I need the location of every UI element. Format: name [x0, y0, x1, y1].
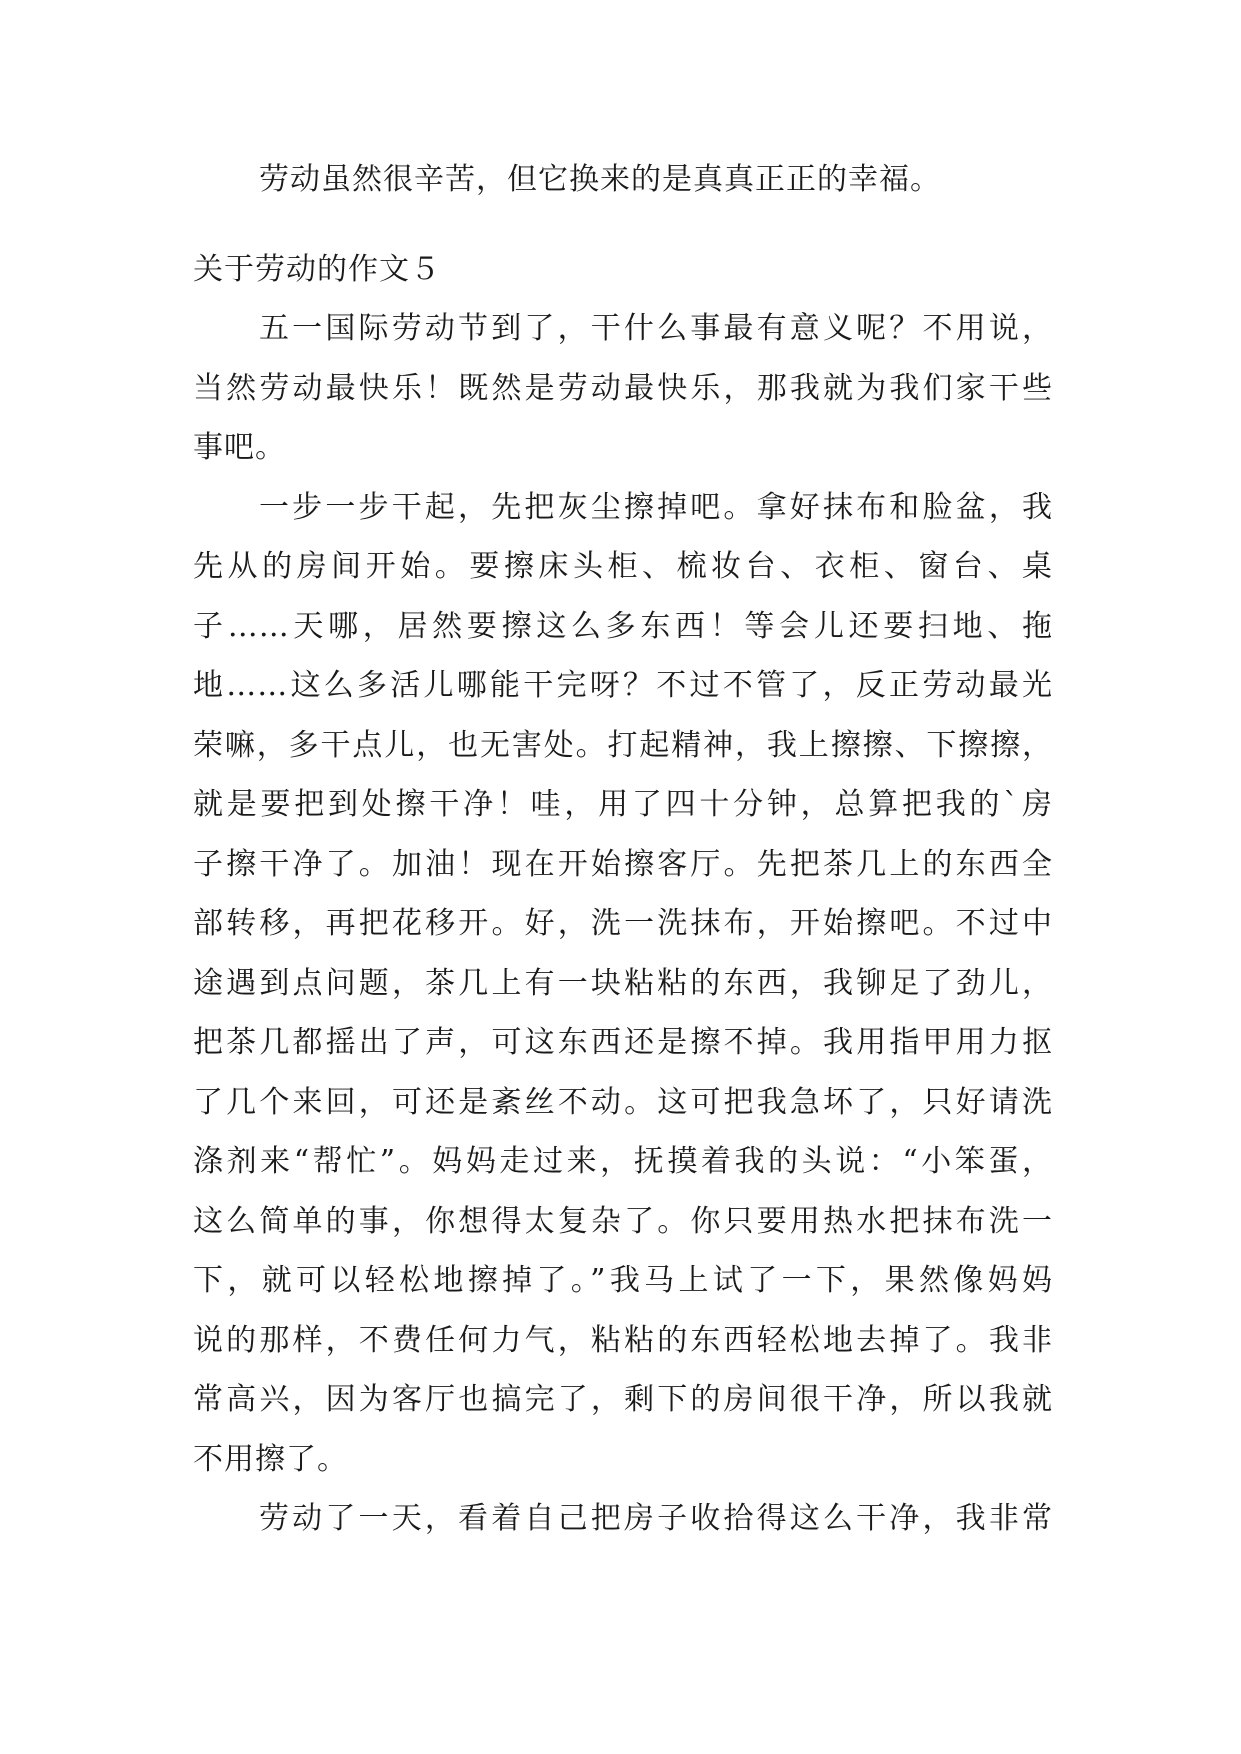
document-page [193, 150, 1053, 1549]
paragraph-line: 五一国际劳动节到了，干什么事最有意义呢？不用说， [259, 311, 1053, 346]
paragraph-line: 这么简单的事，你想得太复杂了。你只要用热水把抹布洗一 [193, 1203, 1053, 1239]
paragraph-2 [193, 478, 1053, 1490]
paragraph-line: 子……天哪，居然要擦这么多东西！等会儿还要扫地、拖 [193, 608, 1053, 644]
paragraph-line: 劳动了一天，看着自己把房子收拾得这么干净，我非常 [259, 1501, 1053, 1536]
paragraph-line: 就是要把到处擦干净！哇，用了四十分钟，总算把我的`房 [193, 787, 1053, 822]
paragraph-1 [193, 299, 1053, 478]
paragraph-line: 了几个来回，可还是紊丝不动。这可把我急坏了，只好请洗 [193, 1084, 1053, 1120]
paragraph-line: 一步一步干起，先把灰尘擦掉吧。拿好抹布和脸盆，我 [259, 489, 1053, 525]
paragraph-line: 地……这么多活儿哪能干完呀？不过不管了，反正劳动最光 [193, 668, 1053, 703]
closing-line: 劳动虽然很辛苦，但它换来的是真真正正的幸福。 [259, 162, 941, 197]
paragraph-line: 事吧。 [193, 430, 286, 465]
paragraph-line: 荣嘛，多干点儿，也无害处。打起精神，我上擦擦、下擦擦， [193, 727, 1053, 763]
paragraph-line: 不用擦了。 [193, 1441, 348, 1477]
paragraph-3 [193, 1489, 1053, 1549]
paragraph-line: 子擦干净了。加油！现在开始擦客厅。先把茶几上的东西全 [193, 846, 1053, 882]
paragraph-line: 当然劳动最快乐！既然是劳动最快乐，那我就为我们家干些 [193, 370, 1053, 406]
paragraph-line: 把茶几都摇出了声，可这东西还是擦不掉。我用指甲用力抠 [193, 1025, 1053, 1060]
paragraph-line: 部转移，再把花移开。好，洗一洗抹布，开始擦吧。不过中 [193, 906, 1053, 941]
essay-heading: 关于劳动的作文５ [193, 251, 441, 287]
section-spacer [193, 210, 1053, 240]
paragraph-line: 常高兴，因为客厅也搞完了，剩下的房间很干净，所以我就 [193, 1382, 1053, 1417]
paragraph-line: 下，就可以轻松地擦掉了。”我马上试了一下，果然像妈妈 [193, 1263, 1053, 1298]
paragraph-line: 途遇到点问题，茶几上有一块粘粘的东西，我铆足了劲儿， [193, 965, 1053, 1001]
paragraph-line: 先从的房间开始。要擦床头柜、梳妆台、衣柜、窗台、桌 [193, 549, 1053, 584]
paragraph-line: 说的那样，不费任何力气，粘粘的东西轻松地去掉了。我非 [193, 1322, 1053, 1358]
paragraph-line: 涤剂来“帮忙”。妈妈走过来，抚摸着我的头说：“小笨蛋， [193, 1144, 1053, 1179]
